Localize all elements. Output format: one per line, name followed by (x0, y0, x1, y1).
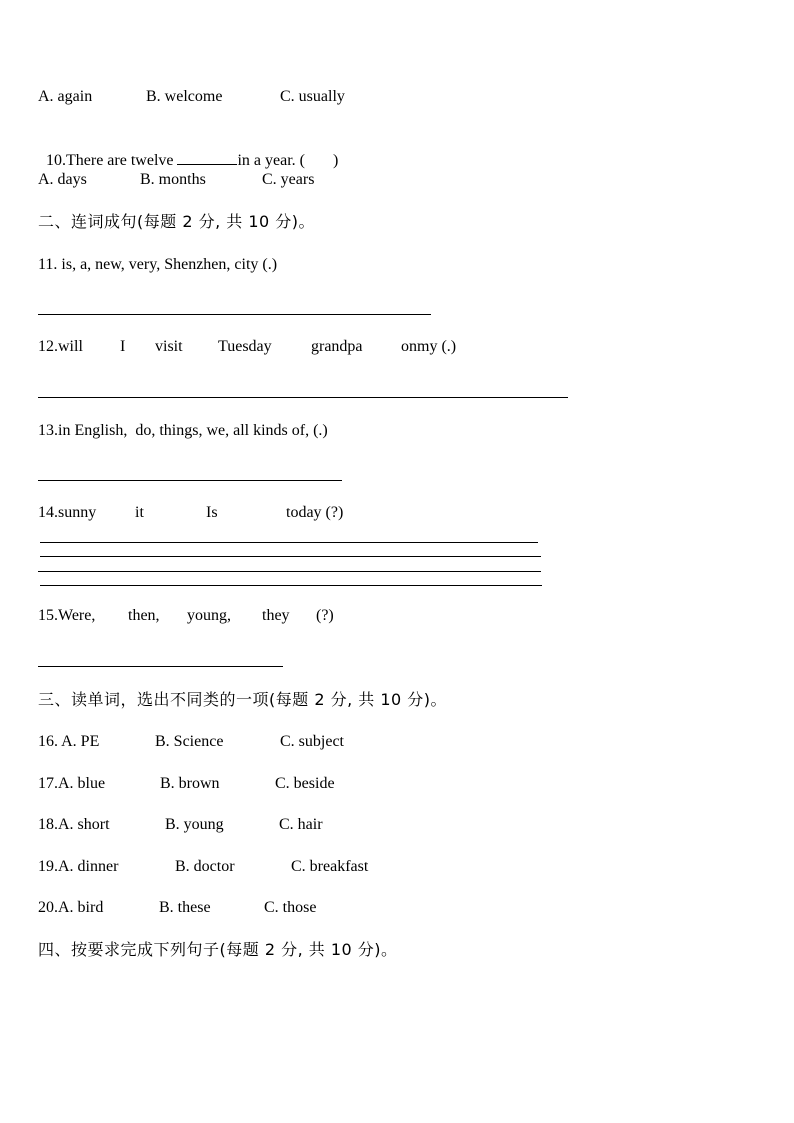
q10-text-before: There are twelve (66, 152, 178, 169)
q16-option-b: B. Science (155, 733, 224, 750)
q19-option-c: C. breakfast (291, 858, 369, 875)
q12-word: I (120, 338, 126, 355)
q19-option-b: B. doctor (175, 858, 235, 875)
q14-answer-line (40, 556, 541, 557)
q9-option-a: A. again (38, 88, 93, 105)
q19-number: 19. (38, 858, 58, 875)
q12-word: Tuesday (218, 338, 272, 355)
question-10 (38, 130, 338, 171)
q15-word: young, (187, 607, 231, 624)
q18-option-c: C. hair (279, 816, 323, 833)
q14-number: 14. (38, 504, 58, 521)
q15-number: 15. (38, 607, 58, 624)
q16-number: 16. (38, 733, 62, 750)
q16-option-a: A. PE (61, 733, 100, 750)
section-4-title: 四、按要求完成下列句子(每题 2 分, 共 10 分)。 (38, 940, 398, 959)
q20-number: 20. (38, 899, 58, 916)
q14-word: sunny (58, 504, 97, 521)
q20-option-b: B. these (159, 899, 211, 916)
q10-number: 10. (46, 152, 66, 169)
q14-answer-line (40, 542, 538, 543)
q14-answer-line (38, 571, 541, 572)
q20-option-a: A. bird (58, 899, 104, 916)
q10-text-after: in a year. ( (237, 152, 306, 169)
q12-number: 12. (38, 338, 58, 355)
q16-option-c: C. subject (280, 733, 344, 750)
q15-word: then, (128, 607, 160, 624)
q10-option-c: C. years (262, 171, 315, 188)
q12-answer-line (38, 397, 568, 398)
q9-option-c: C. usually (280, 88, 345, 105)
q17-option-c: C. beside (275, 775, 335, 792)
q13-answer-line (38, 480, 342, 481)
section-2-title: 二、连词成句(每题 2 分, 共 10 分)。 (38, 212, 316, 231)
q10-option-a: A. days (38, 171, 87, 188)
q14-word: it (135, 504, 144, 521)
q19-option-a: A. dinner (58, 858, 119, 875)
q18-option-b: B. young (165, 816, 224, 833)
q12-word: grandpa (311, 338, 363, 355)
q18-option-a: A. short (58, 816, 110, 833)
q14-word: Is (206, 504, 218, 521)
q12-word: onmy (.) (401, 338, 457, 355)
section-3-title: 三、读单词，选出不同类的一项(每题 2 分, 共 10 分)。 (38, 690, 448, 709)
q15-word: Were, (58, 607, 96, 624)
q18-number: 18. (38, 816, 58, 833)
question-13: 13.in English, do, things, we, all kinds of, (.) (38, 422, 328, 439)
q12-word: visit (155, 338, 183, 355)
q12-word: will (58, 338, 83, 355)
q10-option-b: B. months (140, 171, 206, 188)
q14-answer-line (40, 585, 542, 586)
question-11: 11. is, a, new, very, Shenzhen, city (.) (38, 256, 278, 273)
q14-word: today (?) (286, 504, 344, 521)
q10-close-paren: ) (333, 152, 339, 169)
q15-answer-line (38, 666, 283, 667)
q17-option-a: A. blue (58, 775, 106, 792)
q10-blank (177, 150, 237, 165)
q17-option-b: B. brown (160, 775, 220, 792)
q15-word: (?) (316, 607, 334, 624)
q15-word: they (262, 607, 290, 624)
q9-option-b: B. welcome (146, 88, 223, 105)
q11-answer-line (38, 314, 431, 315)
q17-number: 17. (38, 775, 58, 792)
q20-option-c: C. those (264, 899, 317, 916)
